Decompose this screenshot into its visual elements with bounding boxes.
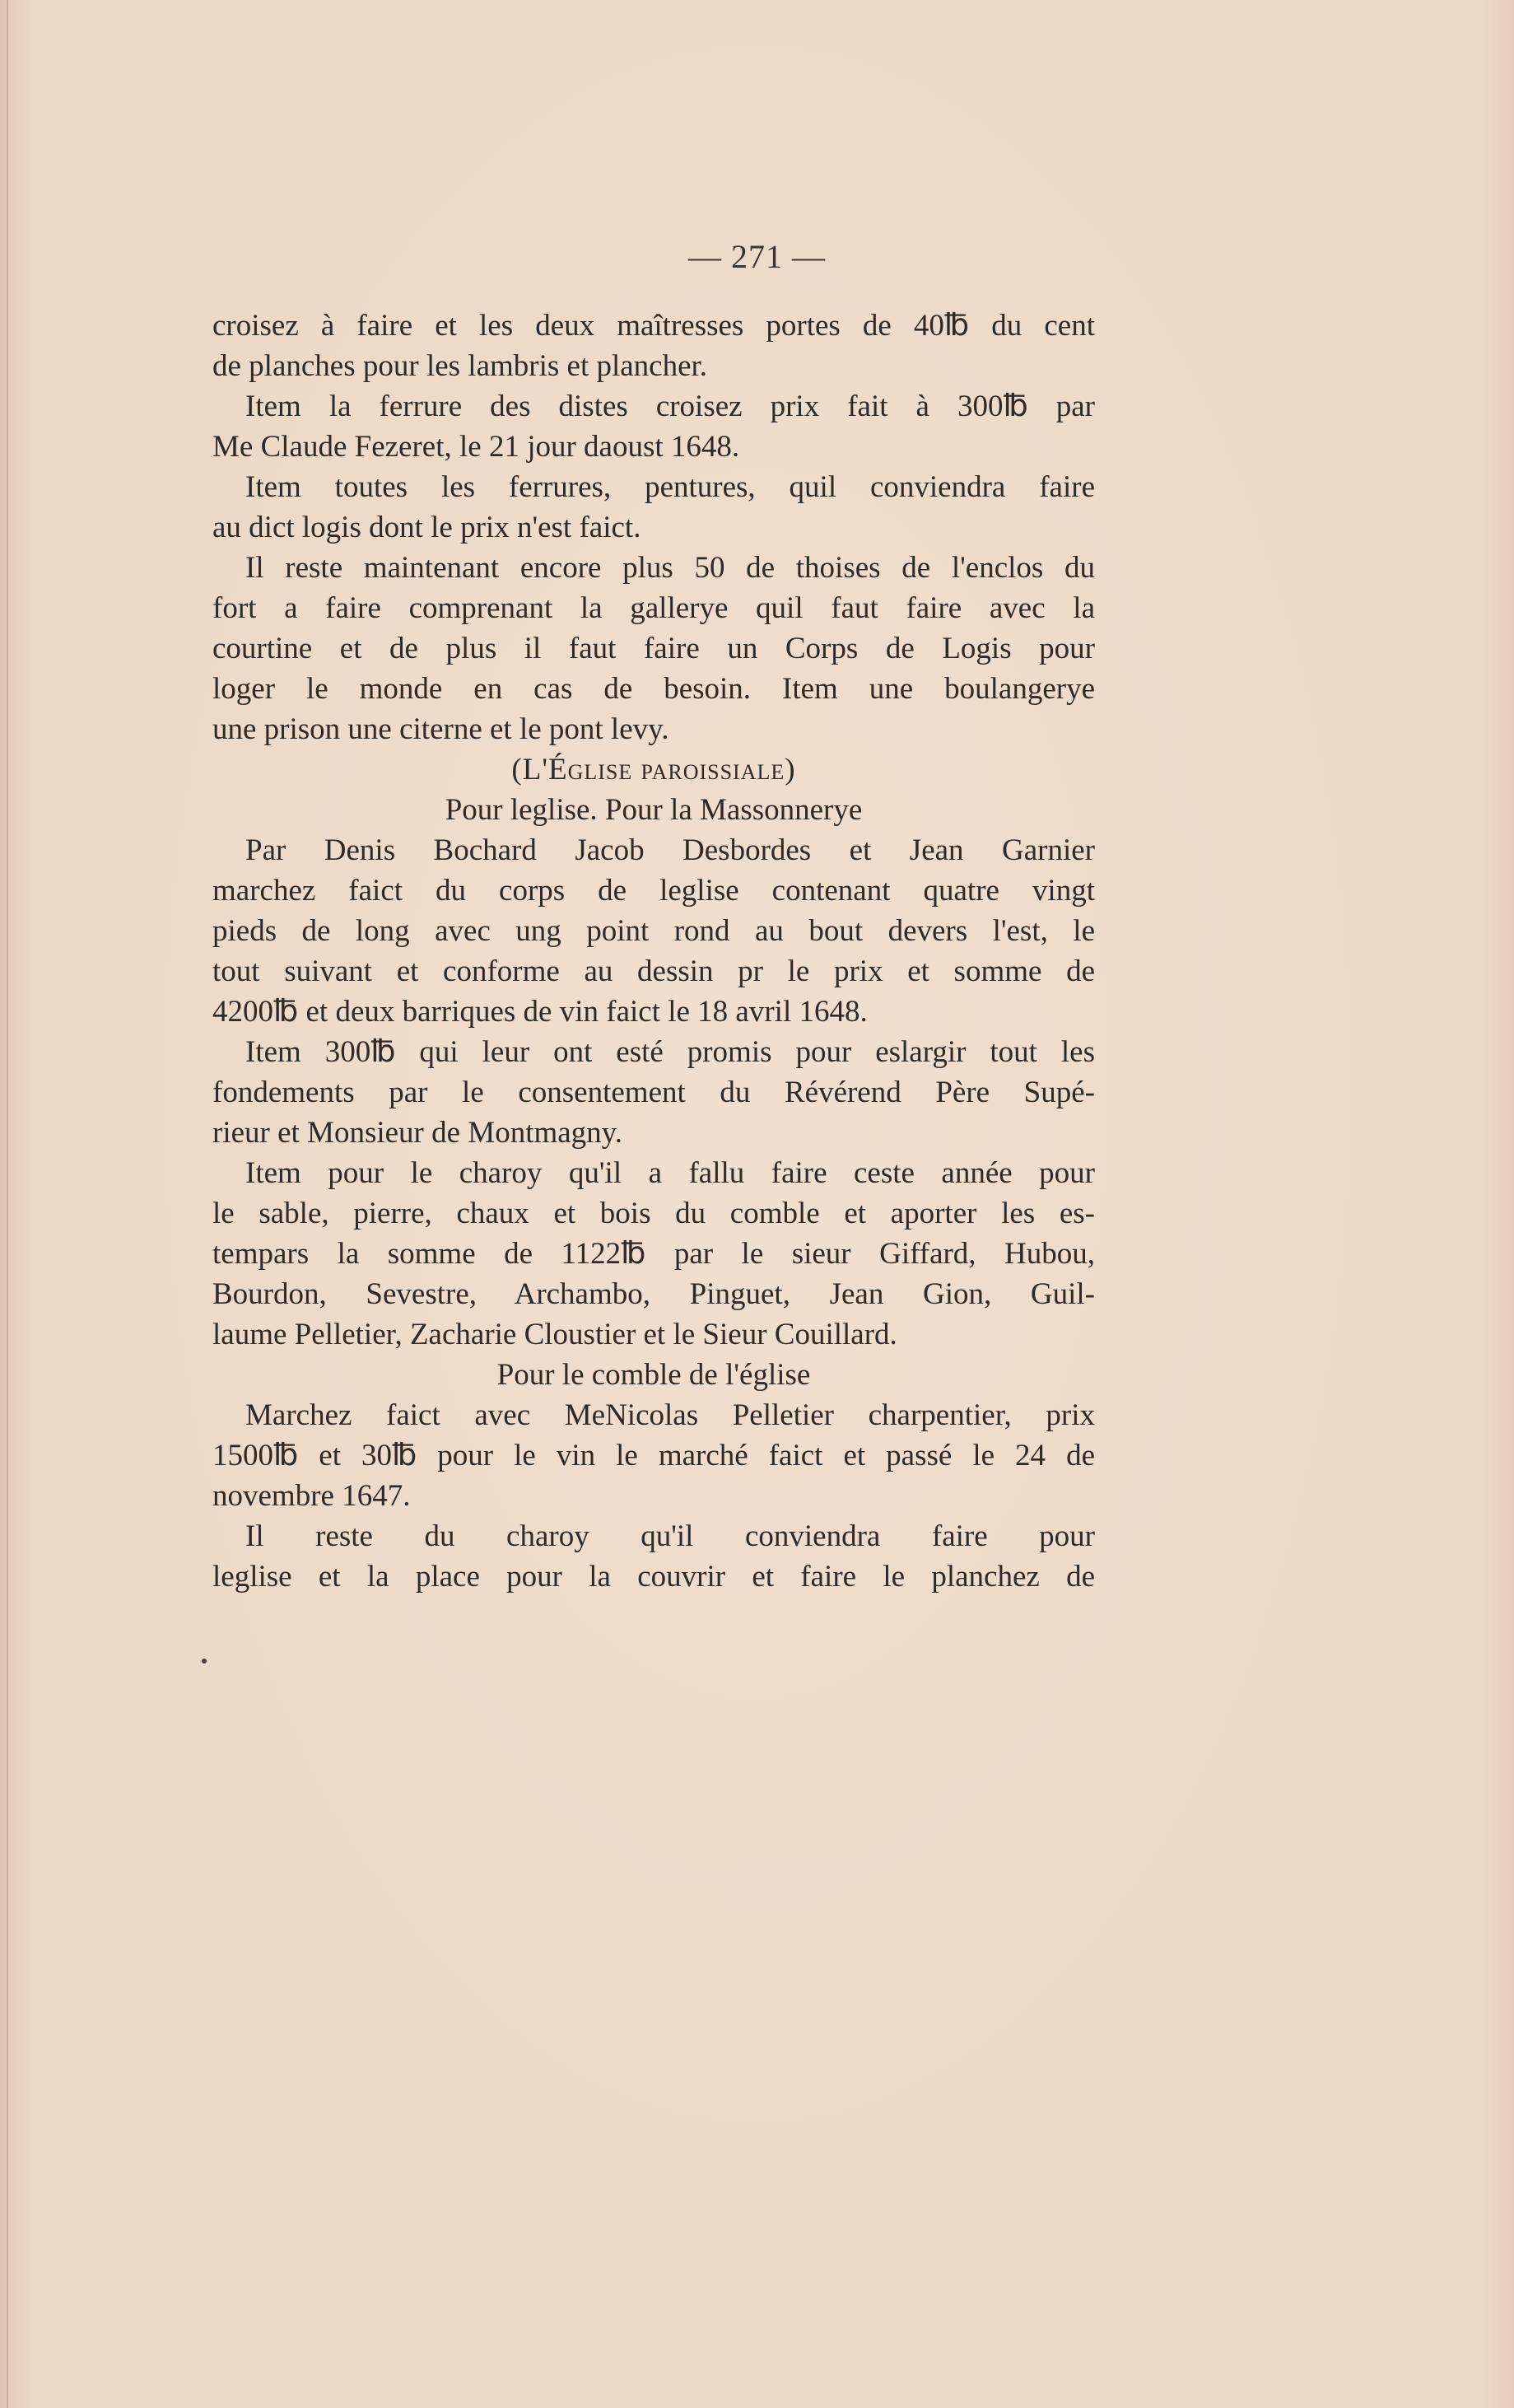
text-line: Par Denis Bochard Jacob Desbordes et Jean Garnier xyxy=(245,833,1095,867)
text-line: croisez à faire et les deux maîtresses portes de 40℔ du cent xyxy=(212,309,1095,343)
text-line: novembre 1647. xyxy=(212,1479,411,1513)
text-line: loger le monde en cas de besoin. Item une boulangerye xyxy=(212,672,1095,706)
text-line: leglise et la place pour la couvrir et faire le planchez de xyxy=(212,1560,1095,1594)
body-text xyxy=(212,306,1095,1597)
text-line: une prison une citerne et le pont levy. xyxy=(212,712,669,746)
text-line: rieur et Monsieur de Montmagny. xyxy=(212,1116,623,1150)
text-line: de planches pour les lambris et plancher. xyxy=(212,349,708,383)
text-line: tout suivant et conforme au dessin pr le prix et somme de xyxy=(212,954,1095,988)
text-line: fondements par le consentement du Révérend Père Supé- xyxy=(212,1076,1095,1109)
text-line: Item toutes les ferrures, pentures, quil conviendra faire xyxy=(245,470,1095,504)
text-line: Il reste du charoy qu'il conviendra faire pour xyxy=(245,1519,1095,1553)
section-heading: (L'Église paroissiale) xyxy=(511,753,796,786)
text-line: Marchez faict avec MeNicolas Pelletier charpentier, prix xyxy=(245,1398,1095,1432)
ink-speck xyxy=(202,1659,207,1664)
text-line: fort a faire comprenant la gallerye quil faut faire avec la xyxy=(212,591,1095,625)
text-line: Me Claude Fezeret, le 21 jour daoust 1648. xyxy=(212,430,740,464)
text-line: pieds de long avec ung point rond au bout devers l'est, le xyxy=(212,914,1095,948)
page-number: — 271 — xyxy=(688,238,826,275)
text-line: au dict logis dont le prix n'est faict. xyxy=(212,511,641,544)
text-line: 1500℔ et 30℔ pour le vin le marché faict et passé le 24 de xyxy=(212,1439,1095,1472)
page-binding-edge xyxy=(7,0,8,2408)
text-line: tempars la somme de 1122℔ par le sieur Giffard, Hubou, xyxy=(212,1237,1095,1271)
text-line: 4200℔ et deux barriques de vin faict le 18 avril 1648. xyxy=(212,995,868,1029)
text-line: Item pour le charoy qu'il a fallu faire ceste année pour xyxy=(245,1156,1095,1190)
text-line: le sable, pierre, chaux et bois du comble et aporter les es- xyxy=(212,1197,1095,1230)
text-line: courtine et de plus il faut faire un Corps de Logis pour xyxy=(212,632,1095,665)
section-heading: Pour le comble de l'église xyxy=(496,1358,811,1392)
text-line: Item 300℔ qui leur ont esté promis pour eslargir tout les xyxy=(245,1035,1095,1069)
text-line: laume Pelletier, Zacharie Cloustier et le Sieur Couillard. xyxy=(212,1318,897,1351)
text-line: Bourdon, Sevestre, Archambo, Pinguet, Jean Gion, Guil- xyxy=(212,1277,1095,1311)
section-heading: Pour leglise. Pour la Massonnerye xyxy=(445,793,863,827)
text-line: Item la ferrure des distes croisez prix fait à 300℔ par xyxy=(245,390,1095,423)
text-line: Il reste maintenant encore plus 50 de thoises de l'enclos du xyxy=(245,551,1095,585)
text-line: marchez faict du corps de leglise contenant quatre vingt xyxy=(212,874,1095,908)
